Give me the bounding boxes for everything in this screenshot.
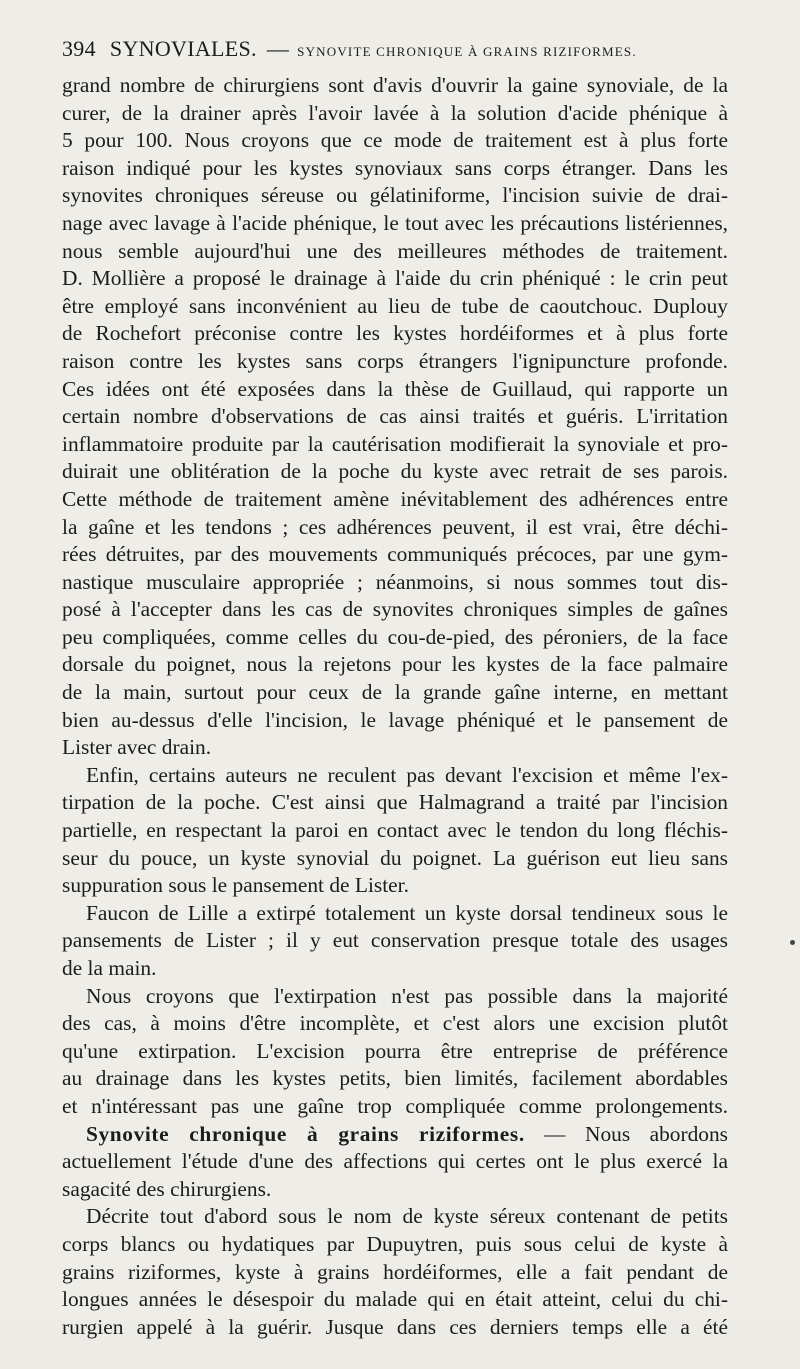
section-heading-line [62,1121,728,1149]
running-header [62,34,732,67]
text-body [62,72,728,1369]
text-line: de Rochefort préconise contre les kystes hordéiformes et à plus forte [62,321,728,346]
section-heading: Synovite chronique à grains riziformes. [86,1121,525,1146]
text-line: la gaîne et les tendons ; ces adhérences peuvent, il est vrai, être déchi- [62,514,728,539]
text-line: peu compliquées, comme celles du cou-de-pied, des péroniers, de la face [62,624,728,649]
text-line: rées détruites, par des mouvements communiqués précoces, par une gym- [62,542,728,567]
text-line: Nous croyons que l'extirpation n'est pas possible dans la majorité [86,983,728,1008]
text-line: Décrite tout d'abord sous le nom de kyste séreux contenant de petits [86,1204,728,1229]
text-line: bien au-dessus d'elle l'incision, le lavage phéniqué et le pansement de [62,707,728,732]
text-line: partielle, en respectant la paroi en contact avec le tendon du long fléchis- [62,818,728,843]
text-line: duirait une oblitération de la poche du kyste avec retrait de ses parois. [62,459,728,484]
text-line: posé à l'accepter dans les cas de synovites chroniques simples de gaînes [62,597,728,622]
text-line: longues années le désespoir du malade qui en était atteint, celui du chi- [62,1287,728,1312]
page-number: 394 [62,36,96,61]
text-line: raison contre les kystes sans corps étrangers l'ignipuncture profonde. [62,348,728,373]
text-line [62,1341,728,1369]
text-line: Lister avec drain. [62,735,212,760]
text-line: nage avec lavage à l'acide phénique, le tout avec les précautions listériennes, [62,210,728,235]
scan-speck [790,940,795,945]
text-line: tirpation de la poche. C'est ainsi que Halmagrand a traité par l'incision [62,790,728,815]
text-line: Ces idées ont été exposées dans la thèse de Guillaud, qui rapporte un [62,376,728,401]
text-line: nous semble aujourd'hui une des meilleures méthodes de traitement. [62,238,728,263]
text-line: Faucon de Lille a extirpé totalement un kyste dorsal tendineux sous le [86,900,728,925]
text-line: grand nombre de chirurgiens sont d'avis d'ouvrir la gaine synoviale, de la [62,73,728,97]
text-line: D. Mollière a proposé le drainage à l'aide du crin phéniqué : le crin peut [62,266,728,291]
text-line: corps blancs ou hydatiques par Dupuytren, puis sous celui de kyste à [62,1231,728,1256]
text-line: qu'une extirpation. L'excision pourra être entreprise de préférence [62,1038,728,1063]
text-line: grains riziformes, kyste à grains hordéiformes, elle a fait pendant de [62,1259,728,1284]
text-line: sagacité des chirurgiens. [62,1176,272,1201]
heading-line-text: — Nous abordons [524,1121,728,1146]
text-line: de la main, surtout pour ceux de la grande gaîne interne, en mettant [62,680,728,705]
text-line: Cette méthode de traitement amène inévitablement des adhérences entre [62,486,728,511]
text-line: inflammatoire produite par la cautérisation modifierait la synoviale et pro- [62,431,728,456]
text-line: rurgien appelé à la guérir. Jusque dans ces derniers temps elle a été [62,1314,728,1339]
text-line: au drainage dans les kystes petits, bien limités, facilement abordables [62,1066,728,1091]
text-line: 5 pour 100. Nous croyons que ce mode de traitement est à plus forte [62,128,728,153]
text-line: et n'intéressant pas une gaîne trop compliquée comme prolongements. [62,1093,728,1118]
text-line: nastique musculaire appropriée ; néanmoins, si nous sommes tout dis- [62,569,728,594]
text-line: des cas, à moins d'être incomplète, et c'est alors une excision plutôt [62,1011,728,1036]
text-line: pansements de Lister ; il y eut conservation presque totale des usages [62,928,728,953]
text-line: curer, de la drainer après l'avoir lavée à la solution d'acide phénique à [62,100,728,125]
running-title: SYNOVIALES. [109,36,257,61]
text-line: Enfin, certains auteurs ne reculent pas devant l'excision et même l'ex- [86,762,728,787]
text-line: actuellement l'étude d'une des affections qui certes ont le plus exercé la [62,1149,728,1174]
text-line: dorsale du poignet, nous la rejetons pour les kystes de la face palmaire [62,652,728,677]
running-subtitle: SYNOVITE CHRONIQUE À GRAINS RIZIFORMES. [297,44,637,59]
text-line: seur du pouce, un kyste synovial du poignet. La guérison eut lieu sans [62,845,728,870]
text-line: raison indiqué pour les kystes synoviaux sans corps étranger. Dans les [62,155,728,180]
text-line: synovites chroniques séreuse ou gélatiniforme, l'incision suivie de drai- [62,183,728,208]
text-line: être employé sans inconvénient au lieu de tube de caoutchouc. Duplouy [62,293,728,318]
text-line: de la main. [62,956,157,980]
header-dash: — [266,36,290,61]
text-line: suppuration sous le pansement de Lister. [62,873,409,898]
text-line: certain nombre d'observations de cas ainsi traités et guéris. L'irritation [62,404,728,429]
